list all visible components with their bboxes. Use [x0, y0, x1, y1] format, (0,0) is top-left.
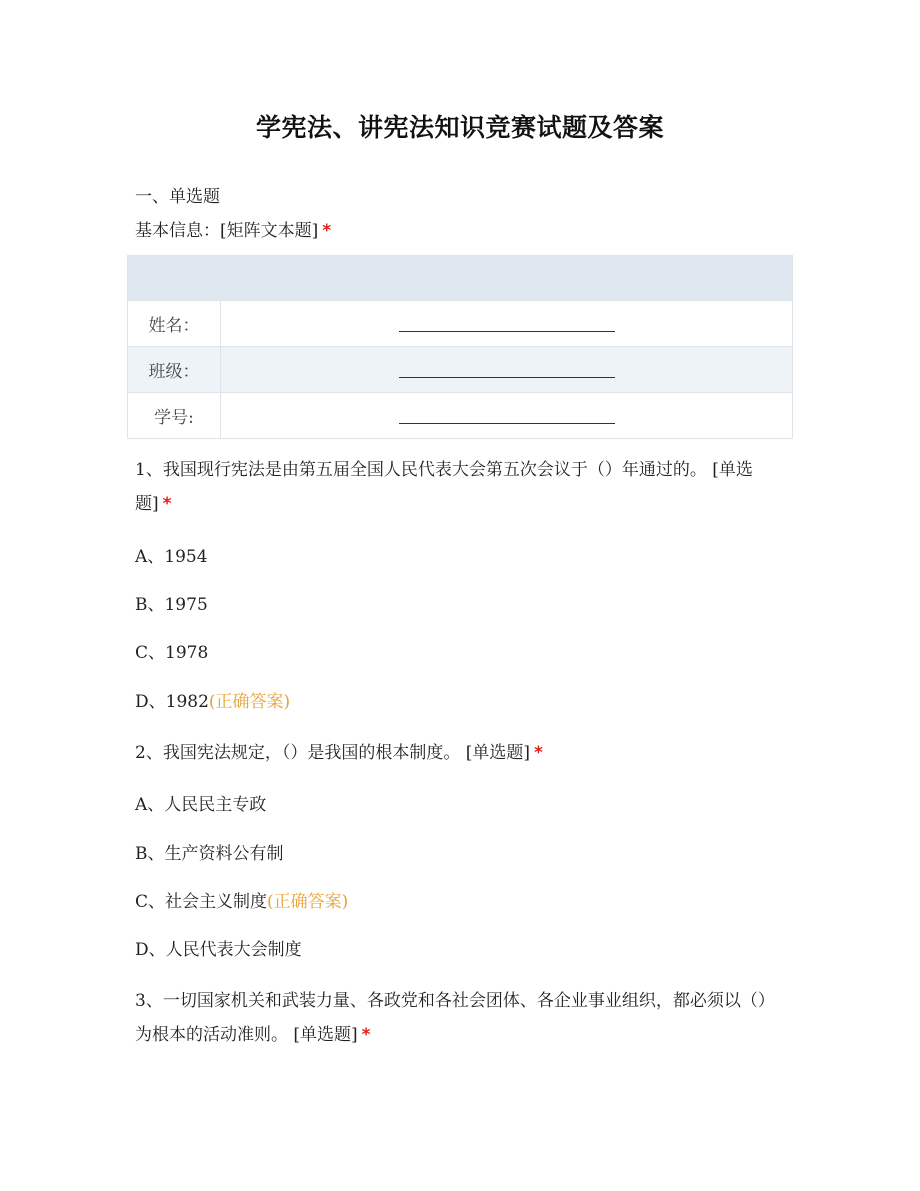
class-label: 班级： [128, 347, 221, 393]
basic-info-text: 基本信息：[矩阵文本题] [135, 221, 319, 241]
question-1-option-a[interactable]: A、1954 [135, 547, 208, 567]
question-1-option-c[interactable]: C、1978 [135, 643, 209, 663]
student-id-blank-line[interactable] [399, 422, 615, 424]
name-blank-line[interactable] [399, 330, 615, 332]
question-1-option-d-text: D、1982 [135, 692, 209, 712]
basic-info-label [135, 214, 331, 248]
question-1-option-d[interactable] [135, 685, 290, 719]
matrix-header-cell [221, 256, 793, 301]
name-label: 姓名： [128, 301, 221, 347]
question-2-option-b[interactable]: B、生产资料公有制 [135, 844, 284, 864]
correct-answer-marker: (正确答案) [208, 692, 291, 712]
required-asterisk: * [533, 743, 543, 763]
question-2-option-c-text: C、社会主义制度 [135, 892, 268, 912]
question-2-option-c[interactable] [135, 885, 348, 919]
question-1-option-b[interactable]: B、1975 [135, 595, 208, 615]
class-field[interactable] [221, 347, 793, 393]
student-id-field[interactable] [221, 393, 793, 439]
question-3-stem: 3、一切国家机关和武装力量、各政党和各社会团体、各企业事业组织，都必须以（）为根本的活动准则。 [单选题] [135, 991, 775, 1045]
section-heading: 一、单选题 [135, 187, 220, 207]
class-blank-line[interactable] [399, 376, 615, 378]
question-1-text [135, 453, 785, 521]
required-asterisk: * [322, 221, 332, 241]
student-id-label: 学号: [128, 393, 221, 439]
matrix-header-cell [128, 256, 221, 301]
question-2-stem: 2、我国宪法规定，（）是我国的根本制度。 [单选题] [135, 743, 530, 763]
correct-answer-marker: (正确答案) [267, 892, 349, 912]
question-2-option-d[interactable]: D、人民代表大会制度 [135, 940, 302, 960]
question-2-text [135, 736, 543, 770]
question-1-stem: 1、我国现行宪法是由第五届全国人民代表大会第五次会议于（）年通过的。 [单选题] [135, 460, 753, 514]
name-field[interactable] [221, 301, 793, 347]
basic-info-matrix [127, 255, 793, 439]
required-asterisk: * [361, 1025, 371, 1045]
matrix-row-name [128, 301, 793, 347]
required-asterisk: * [162, 494, 172, 514]
question-3-text [135, 984, 785, 1052]
question-2-option-a[interactable]: A、人民民主专政 [135, 795, 267, 815]
matrix-row-class [128, 347, 793, 393]
matrix-row-student-id [128, 393, 793, 439]
document-title: 学宪法、讲宪法知识竞赛试题及答案 [255, 113, 664, 142]
matrix-header-row [128, 256, 793, 301]
